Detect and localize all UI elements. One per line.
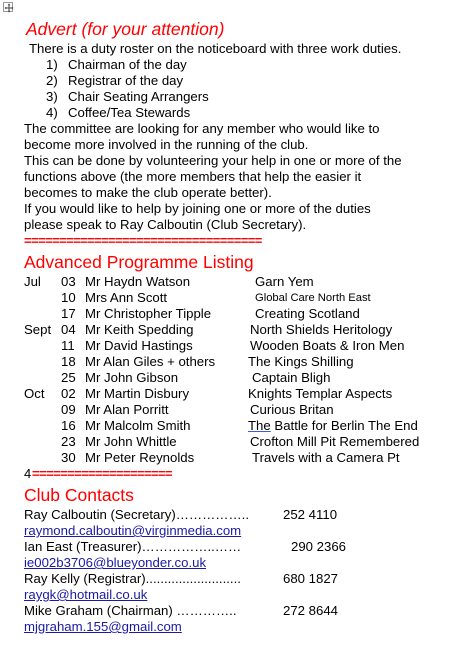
row-day: 25 — [61, 370, 76, 385]
contacts-title: Club Contacts — [24, 485, 134, 505]
advert-paragraph-line: If you would like to help by joining one or more of the duties — [24, 201, 371, 216]
contact-phone: 272 8644 — [283, 603, 339, 618]
row-topic: Knights Templar Aspects — [248, 386, 393, 401]
contact-label: Ray Calboutin (Secretary)…………….. — [24, 507, 249, 522]
contact-label: Ray Kelly (Registrar).......................... — [24, 571, 241, 586]
row-speaker: Mr Alan Giles + others — [85, 354, 216, 369]
advert-intro: There is a duty roster on the noticeboard with three work duties. — [29, 41, 402, 56]
row-month: Oct — [24, 386, 45, 401]
row-day: 04 — [61, 322, 76, 337]
row-topic-first-word: The — [248, 418, 271, 433]
row-day: 03 — [61, 274, 76, 289]
row-day: 18 — [61, 354, 76, 369]
row-day: 10 — [61, 290, 76, 305]
advert-paragraph-line: become more involved in the running of the club. — [24, 137, 309, 152]
row-day: 02 — [61, 386, 76, 401]
row-speaker: Mr Malcolm Smith — [85, 418, 191, 433]
row-topic: North Shields Heritology — [250, 322, 393, 337]
duty-text: Coffee/Tea Stewards — [68, 105, 191, 120]
row-topic: Creating Scotland — [255, 306, 360, 321]
row-month: Sept — [24, 322, 52, 337]
row-speaker: Mr Martin Disbury — [85, 386, 190, 401]
contact-phone: 252 4110 — [283, 507, 338, 522]
contact-label: Mike Graham (Chairman) ………….. — [24, 603, 237, 618]
duty-number: 1) — [46, 57, 58, 72]
row-topic — [248, 419, 418, 432]
contact-email-link[interactable]: mjgraham.155@gmail.com — [24, 619, 182, 634]
row-topic: Travels with a Camera Pt — [252, 450, 400, 465]
row-day: 30 — [61, 450, 76, 465]
contact-email-link[interactable]: ie002b3706@blueyonder.co.uk — [24, 555, 207, 570]
row-speaker: Mr John Gibson — [85, 370, 179, 385]
row-speaker: Mr John Whittle — [85, 434, 177, 449]
programme-title: Advanced Programme Listing — [24, 252, 254, 272]
row-speaker: Mr Alan Porritt — [85, 402, 169, 417]
duty-number: 2) — [46, 73, 58, 88]
row-topic: Wooden Boats & Iron Men — [250, 338, 405, 353]
contact-phone: 290 2366 — [291, 539, 347, 554]
move-arrows-icon[interactable] — [3, 2, 13, 12]
row-speaker: Mrs Ann Scott — [85, 290, 168, 305]
advert-paragraph-line: becomes to make the club operate better). — [24, 185, 272, 200]
row-month: Jul — [24, 274, 41, 289]
divider-prefix: 4 — [24, 466, 32, 481]
contact-label: Ian East (Treasurer)……………..…… — [24, 539, 242, 554]
contact-email-link[interactable]: raymond.calboutin@virginmedia.com — [24, 523, 242, 538]
contact-phone: 680 1827 — [283, 571, 339, 586]
row-day: 16 — [61, 418, 76, 433]
row-topic: The Kings Shilling — [248, 354, 354, 369]
row-speaker: Mr Peter Reynolds — [85, 450, 195, 465]
row-day: 09 — [61, 402, 76, 417]
advert-title: Advert (for your attention) — [26, 19, 225, 39]
duty-number: 4) — [46, 105, 58, 120]
row-topic-rest: Battle for Berlin The End — [270, 418, 418, 433]
advert-paragraph-line: The committee are looking for any member who would like to — [24, 121, 380, 136]
advert-paragraph-line: functions above (the more members that help the easier it — [24, 169, 362, 184]
advert-paragraph-line: This can be done by volunteering your help in one or more of the — [24, 153, 402, 168]
duty-text: Registrar of the day — [68, 73, 184, 88]
row-day: 17 — [61, 306, 76, 321]
row-day: 23 — [61, 434, 76, 449]
row-topic: Curious Britan — [250, 402, 334, 417]
row-speaker: Mr Christopher Tipple — [85, 306, 212, 321]
contact-email-link[interactable]: raygk@hotmail.co.uk — [24, 587, 148, 602]
section-divider: ================================== — [24, 233, 262, 248]
duty-text: Chairman of the day — [68, 57, 187, 72]
advert-paragraph-line: please speak to Ray Calboutin (Club Secretary). — [24, 217, 307, 232]
row-topic: Crofton Mill Pit Remembered — [250, 434, 420, 449]
row-speaker: Mr Keith Spedding — [85, 322, 194, 337]
row-topic: Global Care North East — [255, 292, 371, 304]
row-topic: Captain Bligh — [252, 370, 331, 385]
section-divider: ==================== — [32, 466, 172, 481]
row-topic: Garn Yem — [255, 274, 314, 289]
duty-text: Chair Seating Arrangers — [68, 89, 209, 104]
row-speaker: Mr David Hastings — [85, 338, 193, 353]
row-day: 11 — [61, 338, 75, 353]
duty-number: 3) — [46, 89, 58, 104]
row-speaker: Mr Haydn Watson — [85, 274, 191, 289]
